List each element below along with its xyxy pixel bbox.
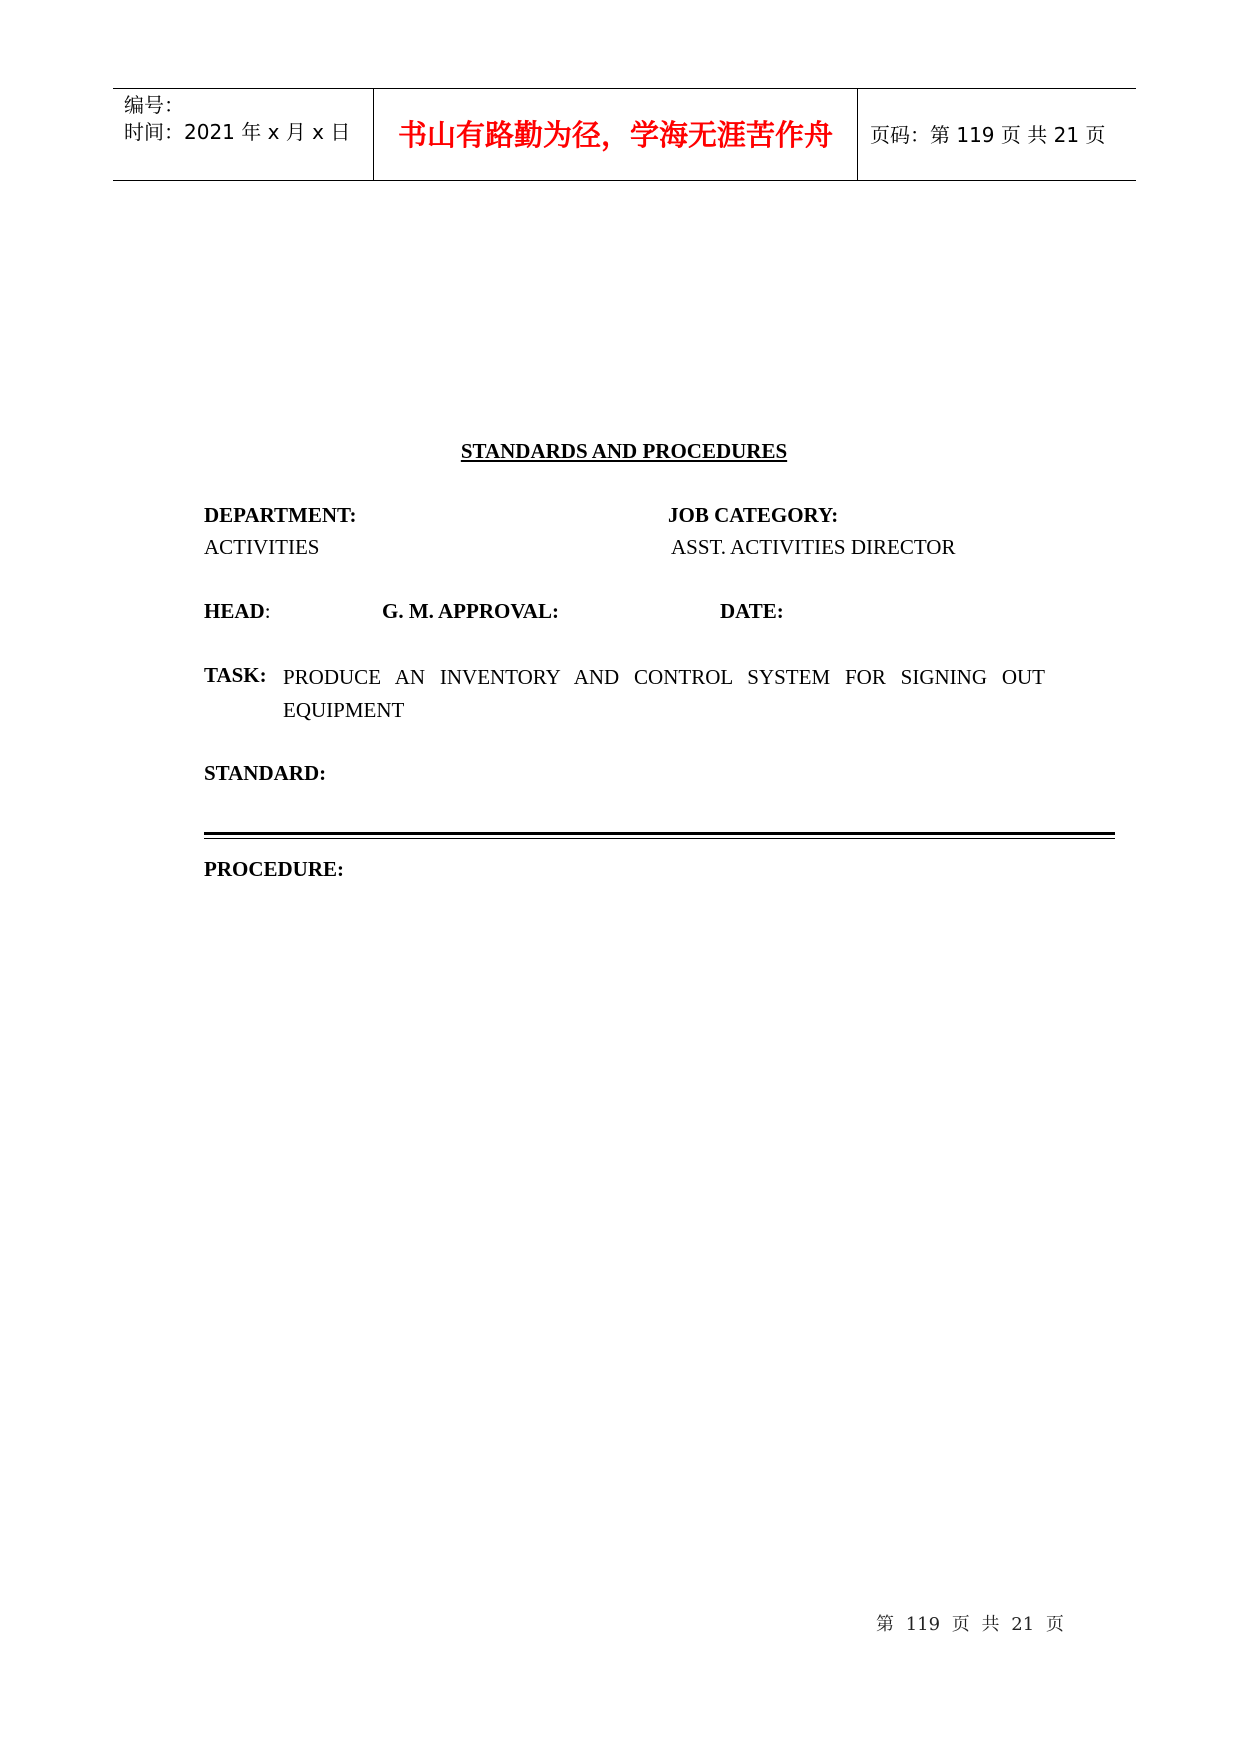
head-label-text: HEAD — [204, 599, 265, 623]
header-cell-motto — [374, 89, 858, 180]
department-value: ACTIVITIES — [204, 535, 320, 559]
serial-number-label: 编号： — [124, 93, 184, 117]
date-label: DATE: — [720, 599, 784, 623]
job-category-value: ASST. ACTIVITIES DIRECTOR — [671, 535, 956, 559]
page-code: 页码：第 119 页 共 21 页 — [870, 123, 1106, 147]
header-cell-page — [858, 89, 1136, 180]
procedure-label: PROCEDURE: — [204, 857, 344, 881]
document-title: STANDARDS AND PROCEDURES — [460, 439, 788, 463]
task-label: TASK: — [204, 663, 267, 687]
motto-text: 书山有路勤为径，学海无涯苦作舟 — [397, 118, 833, 152]
header-table — [113, 88, 1136, 181]
job-category-label: JOB CATEGORY: — [668, 503, 839, 527]
double-divider — [204, 832, 1115, 839]
head-label — [204, 598, 271, 624]
head-label-colon: : — [264, 599, 271, 623]
gm-approval-label: G. M. APPROVAL: — [382, 599, 559, 623]
footer-page-number: 第 119 页 共 21 页 — [876, 1614, 1064, 1635]
task-description: PRODUCE AN INVENTORY AND CONTROL SYSTEM FOR SIGNING OUT EQUIPMENT — [283, 665, 1045, 722]
header-cell-info — [113, 89, 374, 180]
department-label: DEPARTMENT: — [204, 503, 357, 527]
date-line: 时间：2021 年 x 月 x 日 — [124, 120, 351, 144]
standard-label: STANDARD: — [204, 761, 327, 785]
